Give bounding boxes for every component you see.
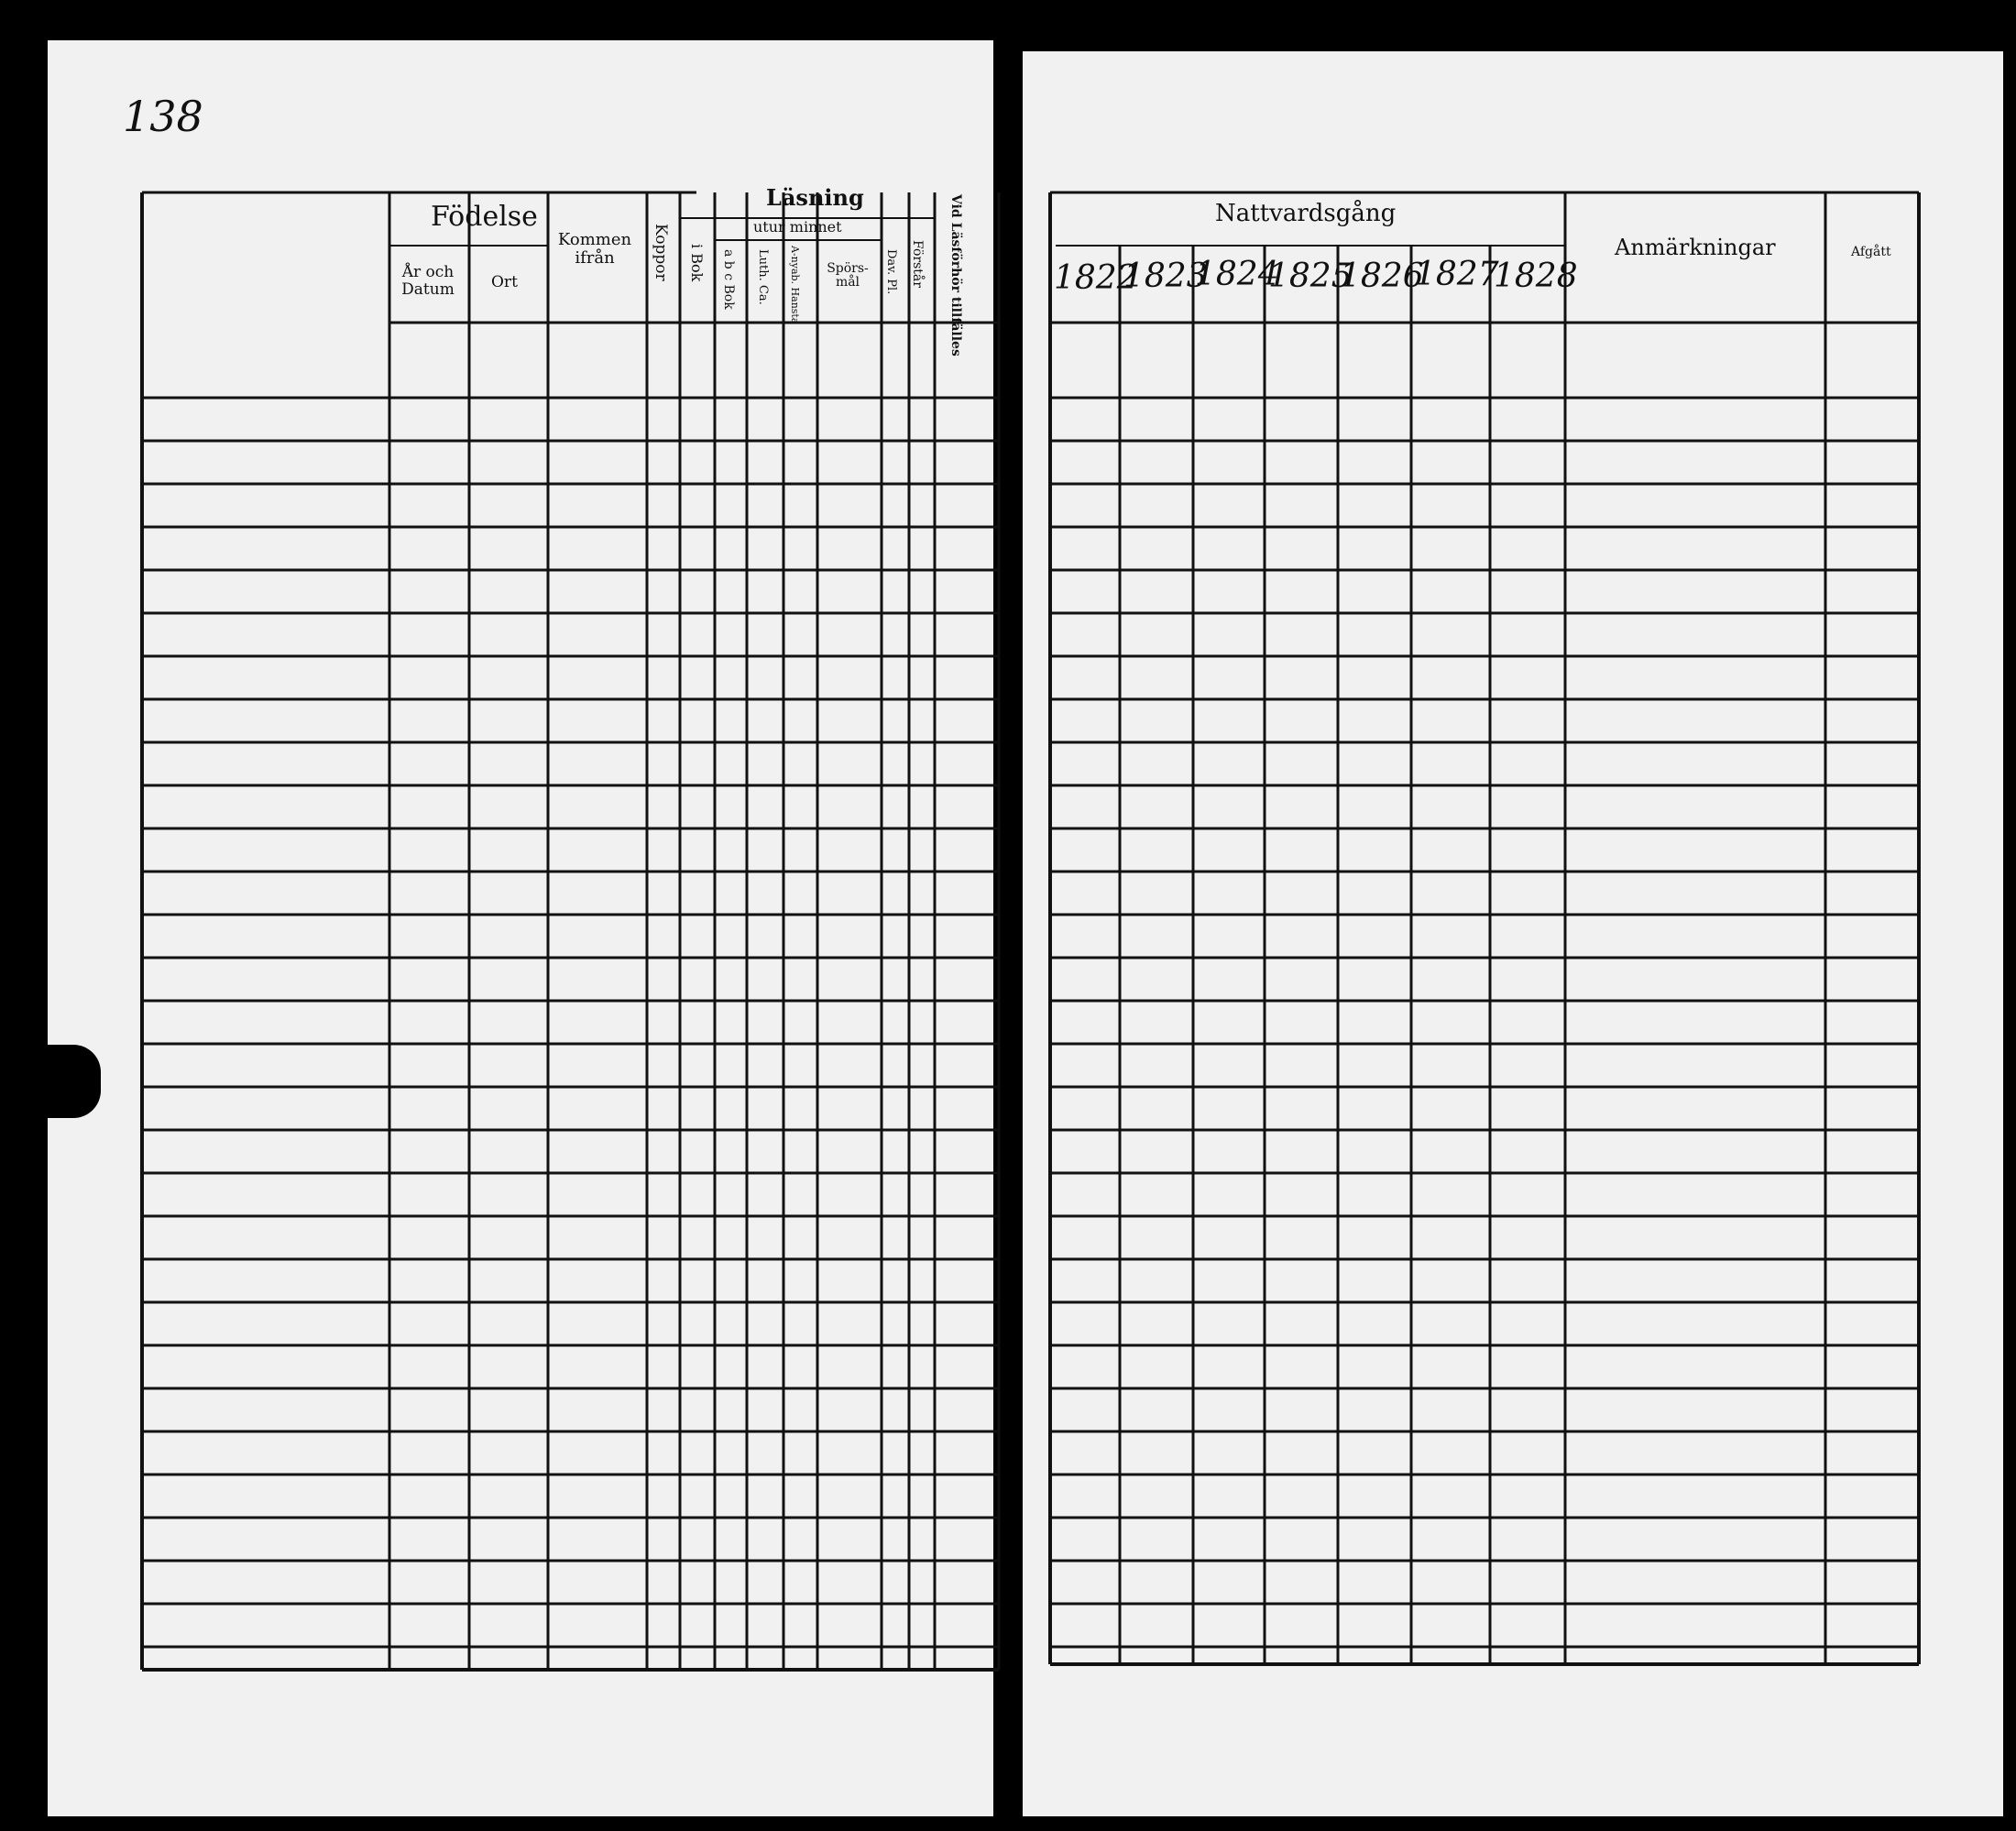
header-lasning: Läsning	[766, 184, 864, 211]
year-1824: 1824	[1195, 256, 1279, 293]
header-anmarkningar: Anmärkningar	[1615, 235, 1776, 260]
year-1822: 1822	[1054, 259, 1138, 297]
header-koppor: Koppor	[652, 224, 670, 281]
header-luth-ca: Luth. Ca.	[756, 249, 770, 305]
year-1823: 1823	[1123, 258, 1208, 295]
year-1827: 1827	[1415, 256, 1499, 293]
year-1825: 1825	[1268, 258, 1353, 295]
page-number: 138	[123, 92, 203, 141]
header-abc-bok: a b c Bok	[721, 249, 736, 310]
header-ort: Ort	[491, 273, 518, 291]
year-1826: 1826	[1340, 258, 1424, 295]
header-i-bok: i Bok	[688, 244, 706, 282]
header-fodelse: Födelse	[431, 201, 538, 233]
header-a-nyab-hansta: A-nyab. Hansta	[789, 246, 801, 324]
year-1828: 1828	[1494, 258, 1578, 295]
header-vid-lasforhor: Vid Läsförhör tillfälles	[948, 194, 963, 356]
header-dav-pl: Dav. Pl.	[884, 249, 898, 295]
header-utur-minnet: utur minnet	[753, 218, 842, 236]
header-nattvardsgang: Nattvardsgång	[1215, 200, 1397, 227]
header-forstar: Förstår	[910, 240, 925, 288]
header-ar-och-datum: År och Datum	[401, 263, 455, 299]
header-kommen-ifran: Kommen ifrån	[557, 230, 632, 268]
header-sporsmal: Spörs-mål	[827, 261, 869, 291]
header-afgatt: Afgått	[1851, 245, 1891, 259]
